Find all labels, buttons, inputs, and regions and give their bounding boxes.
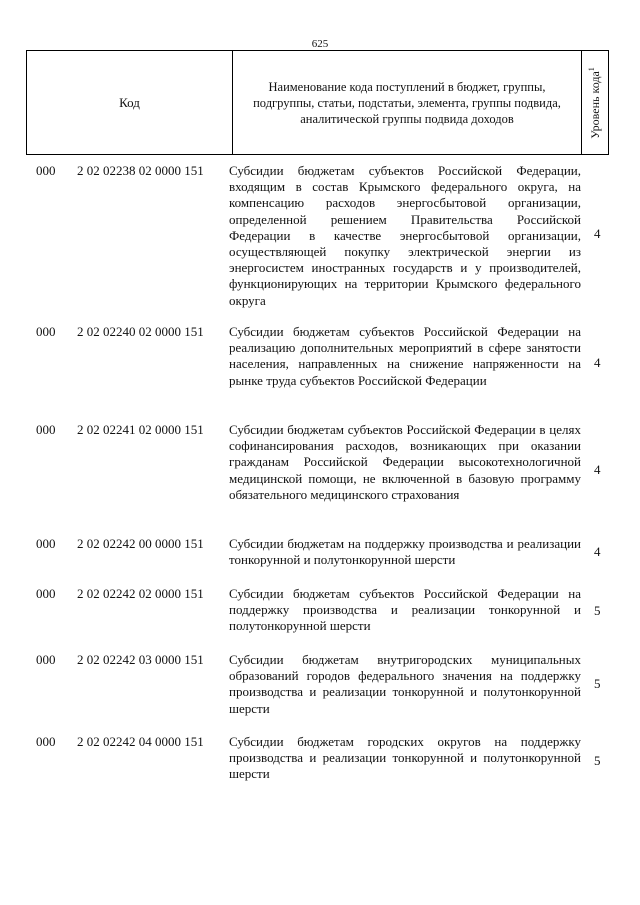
- page-number: 625: [311, 38, 329, 50]
- header-level-label: [587, 67, 603, 139]
- row-revenue-code: 2 02 02242 03 0000 151: [77, 652, 204, 667]
- row-revenue-code: 2 02 02242 00 0000 151: [77, 536, 204, 551]
- row-level: 5: [594, 753, 601, 768]
- table-header: [26, 50, 609, 155]
- row-revenue-code: 2 02 02238 02 0000 151: [77, 163, 204, 178]
- row-name: Субсидии бюджетам внутригородских муниципальных образований городов федерального значения на поддержку производства и реализации тонкорунной и полутонкорунной шерсти: [229, 652, 581, 716]
- header-name: Наименование кода поступлений в бюджет, группы, подгруппы, статьи, подстатьи, элемента, группы подвида, аналитической группы подвида доходов: [233, 51, 582, 154]
- row-revenue-code: 2 02 02240 02 0000 151: [77, 324, 204, 339]
- header-level-footnote: 1: [587, 66, 597, 71]
- row-level: 4: [594, 226, 601, 241]
- header-code: Код: [27, 51, 233, 154]
- row-name: Субсидии бюджетам субъектов Российской Федерации, входящим в состав Крымского федерального округа, на компенсацию расходов энергосбытовой организации, определенной решением Правительства Российской Федерации в качестве энергосбытовой организации, осуществляющей покупку электрической энергии из энергосистем иностранных государств и у производителей, функционирующих на территории Крымского федерального округа: [229, 163, 581, 308]
- row-admin-code: 000: [36, 586, 56, 601]
- row-revenue-code: 2 02 02242 02 0000 151: [77, 586, 204, 601]
- header-level-text: Уровень кода: [588, 70, 603, 139]
- row-name: Субсидии бюджетам субъектов Российской Федерации на реализацию дополнительных мероприятий в сфере занятости населения, направленных на снижение напряженности на рынке труда субъектов Российской Федерации: [229, 324, 581, 388]
- row-admin-code: 000: [36, 163, 56, 178]
- row-level: 4: [594, 355, 601, 370]
- row-revenue-code: 2 02 02242 04 0000 151: [77, 734, 204, 749]
- row-level: 4: [594, 462, 601, 477]
- row-name: Субсидии бюджетам субъектов Российской Федерации в целях софинансирования расходов, возникающих при оказании гражданам Российской Федерации высокотехнологичной медицинской помощи, не включенной в базовую программу обязательного медицинского страхования: [229, 422, 581, 502]
- header-level: [582, 51, 608, 154]
- row-admin-code: 000: [36, 652, 56, 667]
- row-level: 5: [594, 676, 601, 691]
- row-revenue-code: 2 02 02241 02 0000 151: [77, 422, 204, 437]
- row-name: Субсидии бюджетам на поддержку производства и реализации тонкорунной и полутонкорунной шерсти: [229, 536, 581, 568]
- row-admin-code: 000: [36, 536, 56, 551]
- row-admin-code: 000: [36, 324, 56, 339]
- row-name: Субсидии бюджетам городских округов на поддержку производства и реализации тонкорунной и полутонкорунной шерсти: [229, 734, 581, 782]
- row-name: Субсидии бюджетам субъектов Российской Федерации на поддержку производства и реализации тонкорунной и полутонкорунной шерсти: [229, 586, 581, 634]
- row-admin-code: 000: [36, 734, 56, 749]
- row-level: 4: [594, 544, 601, 559]
- row-admin-code: 000: [36, 422, 56, 437]
- row-level: 5: [594, 603, 601, 618]
